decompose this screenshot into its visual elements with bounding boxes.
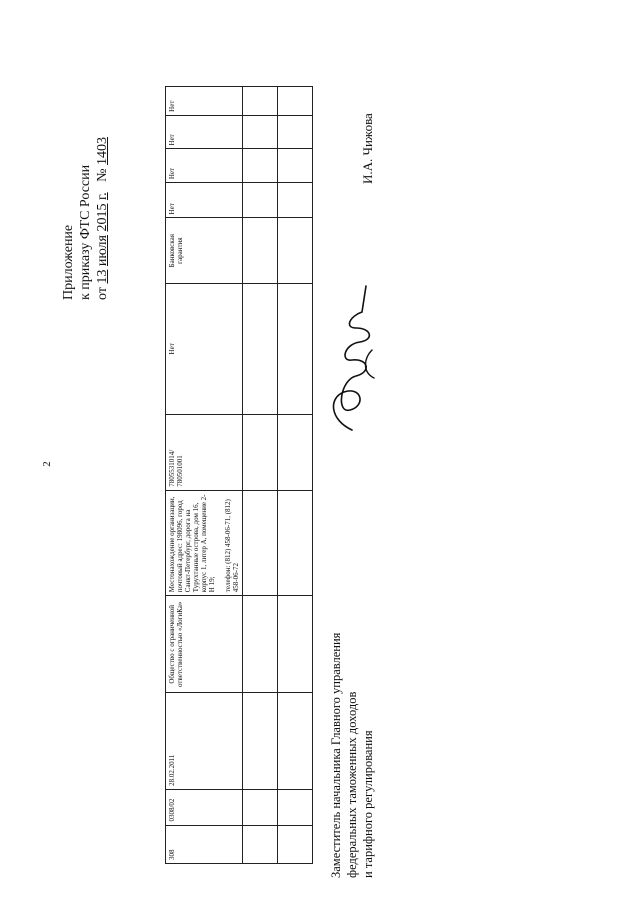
table-row: [278, 87, 313, 864]
signatory-title-line2: федеральных таможенных доходов: [345, 691, 359, 878]
order-number: 1403: [95, 137, 110, 165]
signatory-name: И.А. Чижова: [360, 113, 375, 184]
cell-guarantee: Банковская гарантия: [166, 218, 243, 284]
cell-code: 0308/02: [166, 789, 243, 825]
cell-none-5: Нет: [166, 87, 243, 116]
cell-date: 28.02.2011: [166, 693, 243, 789]
registry-table-wrapper: [165, 86, 261, 864]
order-reference: к приказу ФТС России: [78, 164, 93, 300]
appendix-title: Приложение: [61, 224, 76, 300]
number-sign: №: [95, 168, 110, 182]
order-year: 2015: [95, 203, 110, 232]
page-number: 2: [40, 461, 53, 467]
order-date-number: [94, 60, 111, 300]
appendix-header: [60, 60, 140, 300]
table-row: [166, 87, 243, 864]
signatory-title-line1: Заместитель начальника Главного управления: [329, 632, 343, 878]
cell-none-4: Нет: [166, 115, 243, 149]
cell-number: 308: [166, 825, 243, 863]
cell-inn-kpp: 7805531014/ 780501001: [166, 414, 243, 490]
cell-none-1: Нет: [166, 283, 243, 414]
table-row: [243, 87, 278, 864]
signatory-title-line3: и тарифного регулирования: [361, 730, 375, 878]
cell-address: [166, 490, 243, 595]
address-text: Местонахождение организации, почтовый адрес: 198096, город Санкт-Петербург, дорога на Турухтанные острова, дом 16, корпус 1, литер А, помещение 2-Н 19;: [168, 494, 216, 593]
order-year-suffix: г.: [95, 192, 110, 201]
cell-organization: Общество с ограниченной ответственностью «ЛогиКа»: [166, 596, 243, 693]
registry-table: [165, 86, 313, 864]
order-month: июля: [95, 235, 110, 267]
cell-none-2: Нет: [166, 183, 243, 218]
order-day: 13: [95, 269, 110, 284]
handwritten-signature: [322, 280, 382, 440]
cell-none-3: Нет: [166, 149, 243, 183]
signatory-title: [328, 560, 376, 878]
date-prefix: от: [95, 287, 110, 300]
phone-text: телефон: (812) 458-06-71, (812) 458-06-72: [224, 499, 240, 593]
